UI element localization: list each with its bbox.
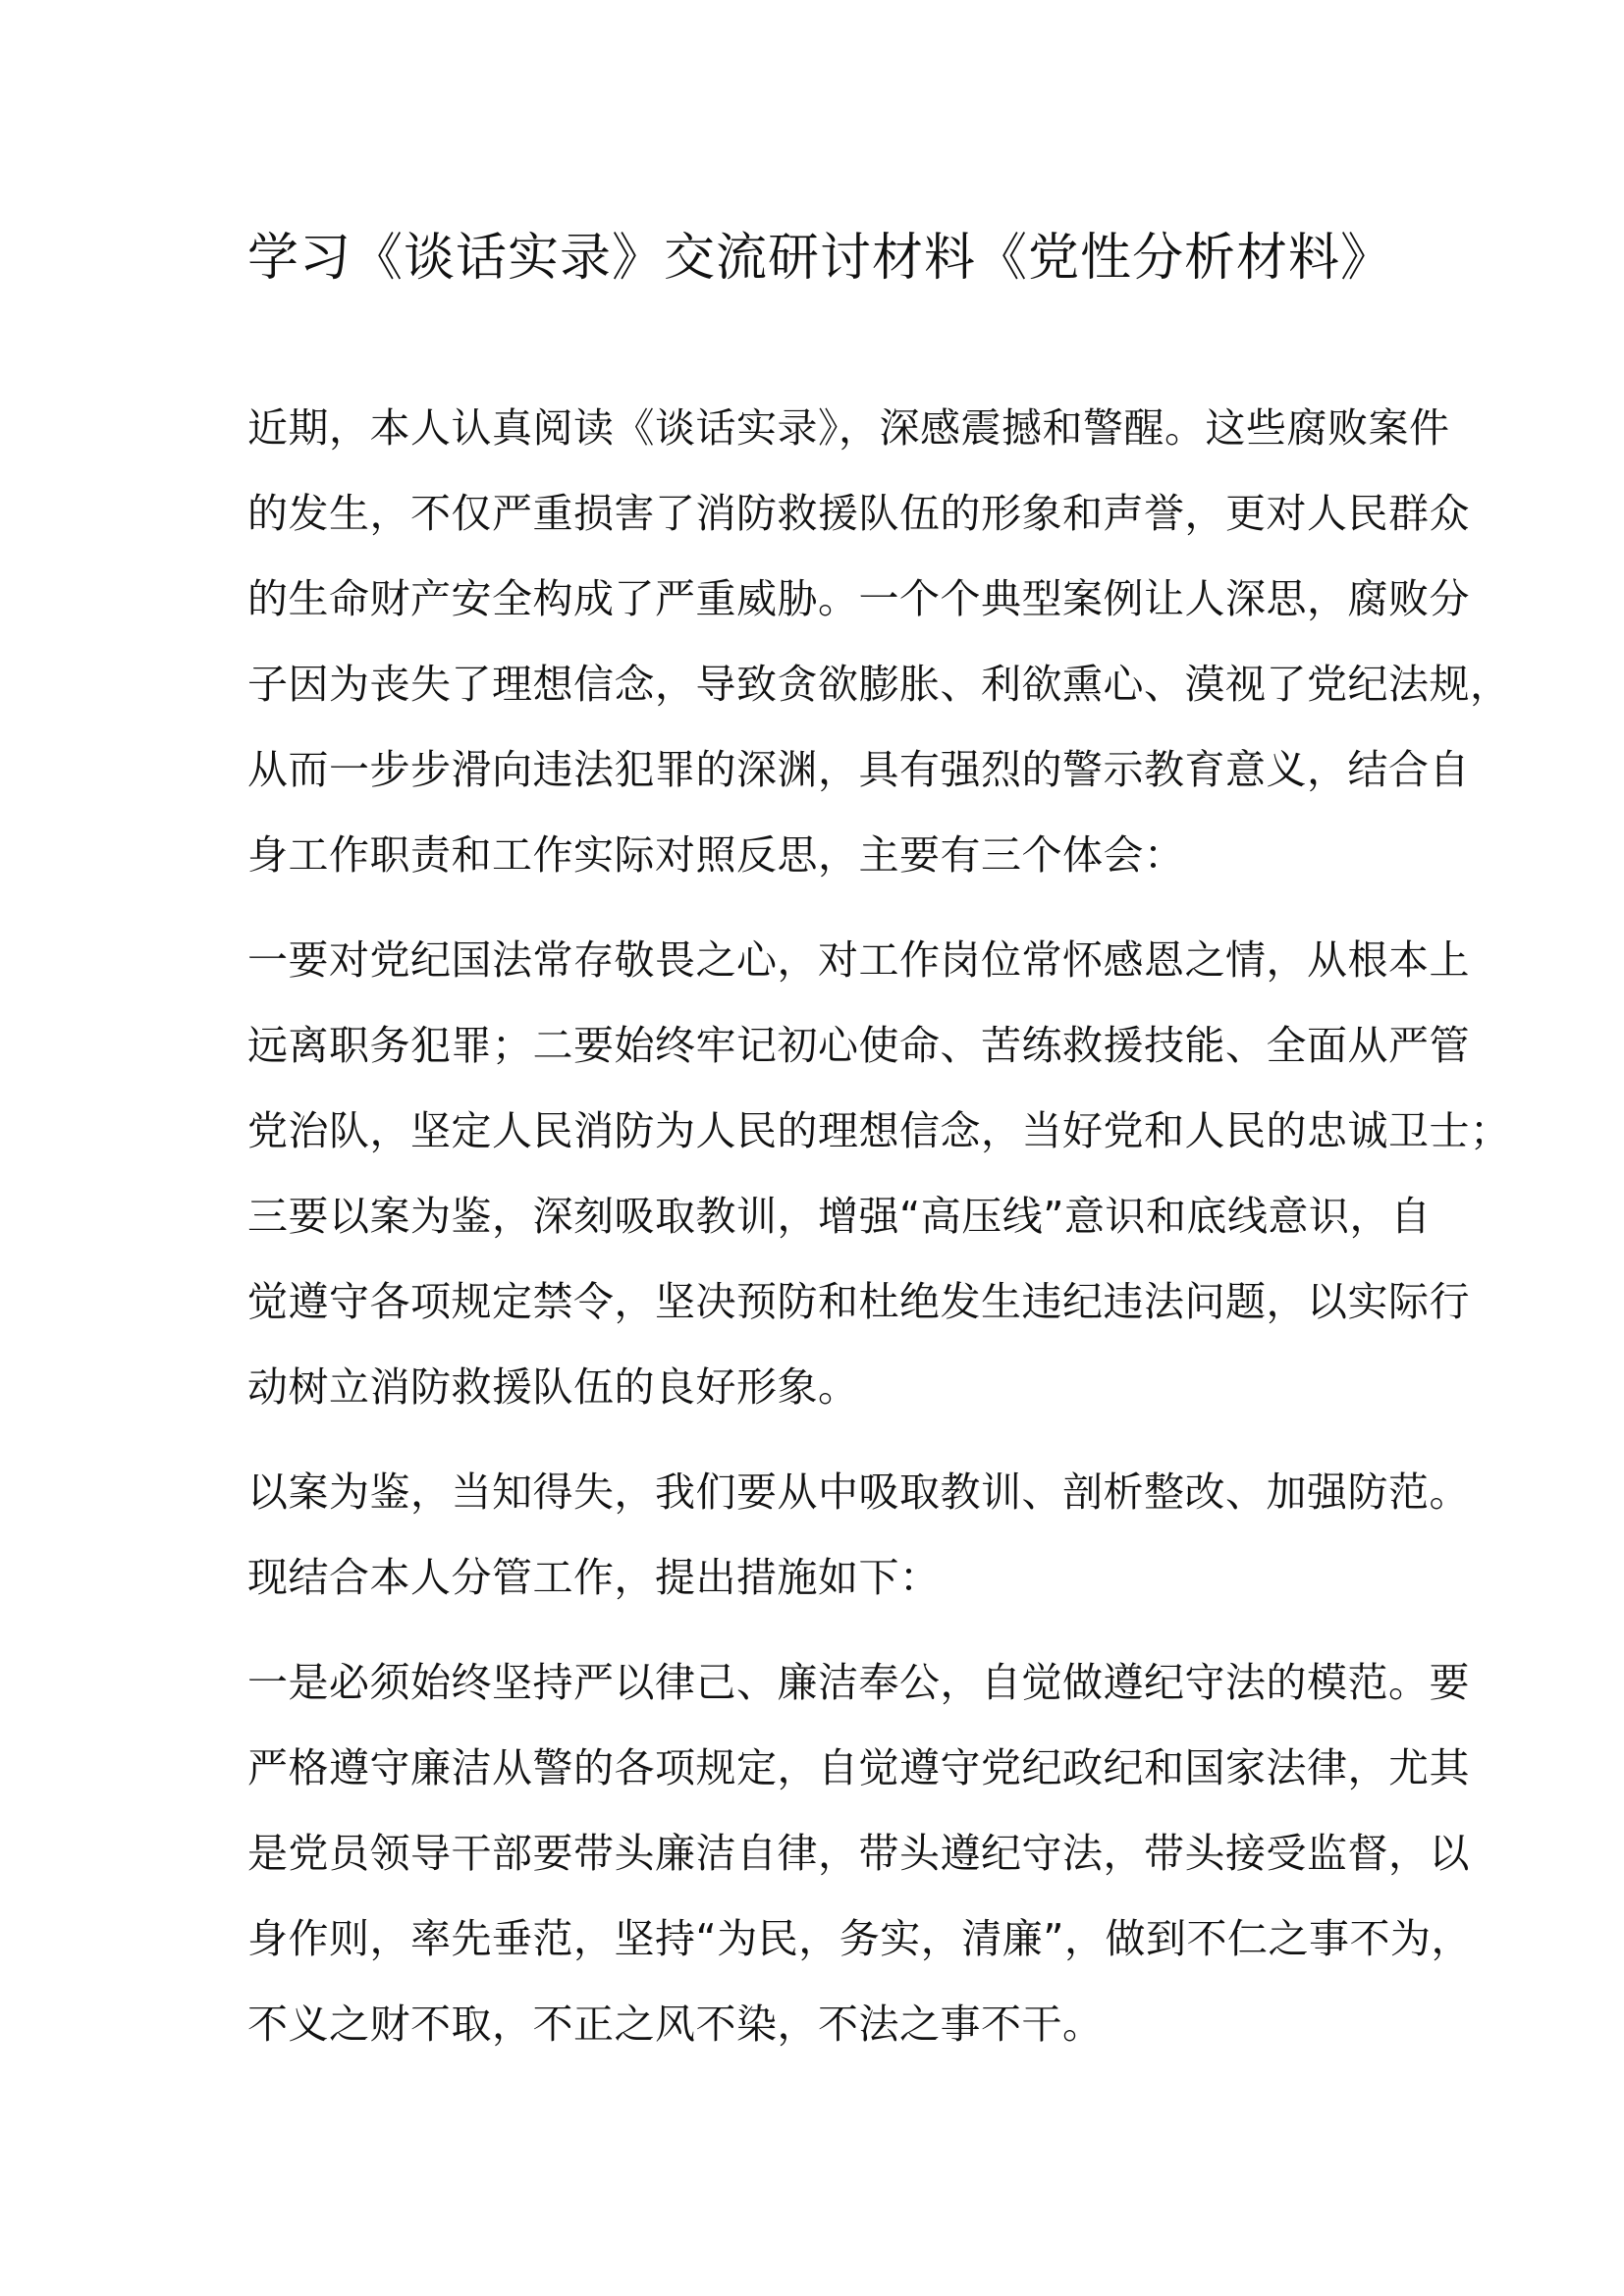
paragraph-4 <box>247 1640 1472 2067</box>
document-title: 学习《谈话实录》交流研讨材料《党性分析材料》 <box>247 229 1393 288</box>
paragraph-line: 身作则，率先垂范，坚持“为民，务实，清廉”，做到不仁之事不为， <box>247 1915 1472 1962</box>
paragraph-1 <box>247 386 1511 898</box>
paragraph-line: 不义之财不取，不正之风不染，不法之事不干。 <box>247 2001 1104 2048</box>
paragraph-line: 觉遵守各项规定禁令，坚决预防和杜绝发生违纪违法问题，以实际行 <box>247 1278 1470 1325</box>
paragraph-line: 党治队，坚定人民消防为人民的理想信念，当好党和人民的忠诚卫士； <box>247 1107 1511 1154</box>
paragraph-line: 远离职务犯罪；二要始终牢记初心使命、苦练救援技能、全面从严管 <box>247 1022 1470 1069</box>
paragraph-line: 以案为鉴，当知得失，我们要从中吸取教训、剖析整改、加强防范。 <box>247 1468 1470 1516</box>
paragraph-line: 一是必须始终坚持严以律己、廉洁奉公，自觉做遵纪守法的模范。要 <box>247 1659 1470 1706</box>
paragraph-3 <box>247 1450 1470 1621</box>
document-body <box>247 386 1511 2087</box>
paragraph-line: 的生命财产安全构成了严重威胁。一个个典型案例让人深思，腐败分 <box>247 575 1470 622</box>
paragraph-line: 三要以案为鉴，深刻吸取教训，增强“高压线”意识和底线意识，自 <box>247 1193 1432 1240</box>
paragraph-line: 的发生，不仅严重损害了消防救援队伍的形象和声誉，更对人民群众 <box>247 490 1470 537</box>
paragraph-line: 从而一步步滑向违法犯罪的深渊，具有强烈的警示教育意义，结合自 <box>247 746 1470 793</box>
paragraph-line: 动树立消防救援队伍的良好形象。 <box>247 1363 859 1411</box>
paragraph-line: 子因为丧失了理想信念，导致贪欲膨胀、利欲熏心、漠视了党纪法规， <box>247 661 1511 708</box>
paragraph-line: 身工作职责和工作实际对照反思，主要有三个体会： <box>247 831 1185 879</box>
paragraph-2 <box>247 918 1511 1430</box>
paragraph-line: 现结合本人分管工作，提出措施如下： <box>247 1554 941 1601</box>
paragraph-line: 一要对党纪国法常存敬畏之心，对工作岗位常怀感恩之情，从根本上 <box>247 936 1470 984</box>
paragraph-line: 近期，本人认真阅读《谈话实录》，深感震撼和警醒。这些腐败案件 <box>247 404 1450 452</box>
paragraph-line: 是党员领导干部要带头廉洁自律，带头遵纪守法，带头接受监督，以 <box>247 1830 1470 1877</box>
paragraph-line: 严格遵守廉洁从警的各项规定，自觉遵守党纪政纪和国家法律，尤其 <box>247 1744 1470 1791</box>
